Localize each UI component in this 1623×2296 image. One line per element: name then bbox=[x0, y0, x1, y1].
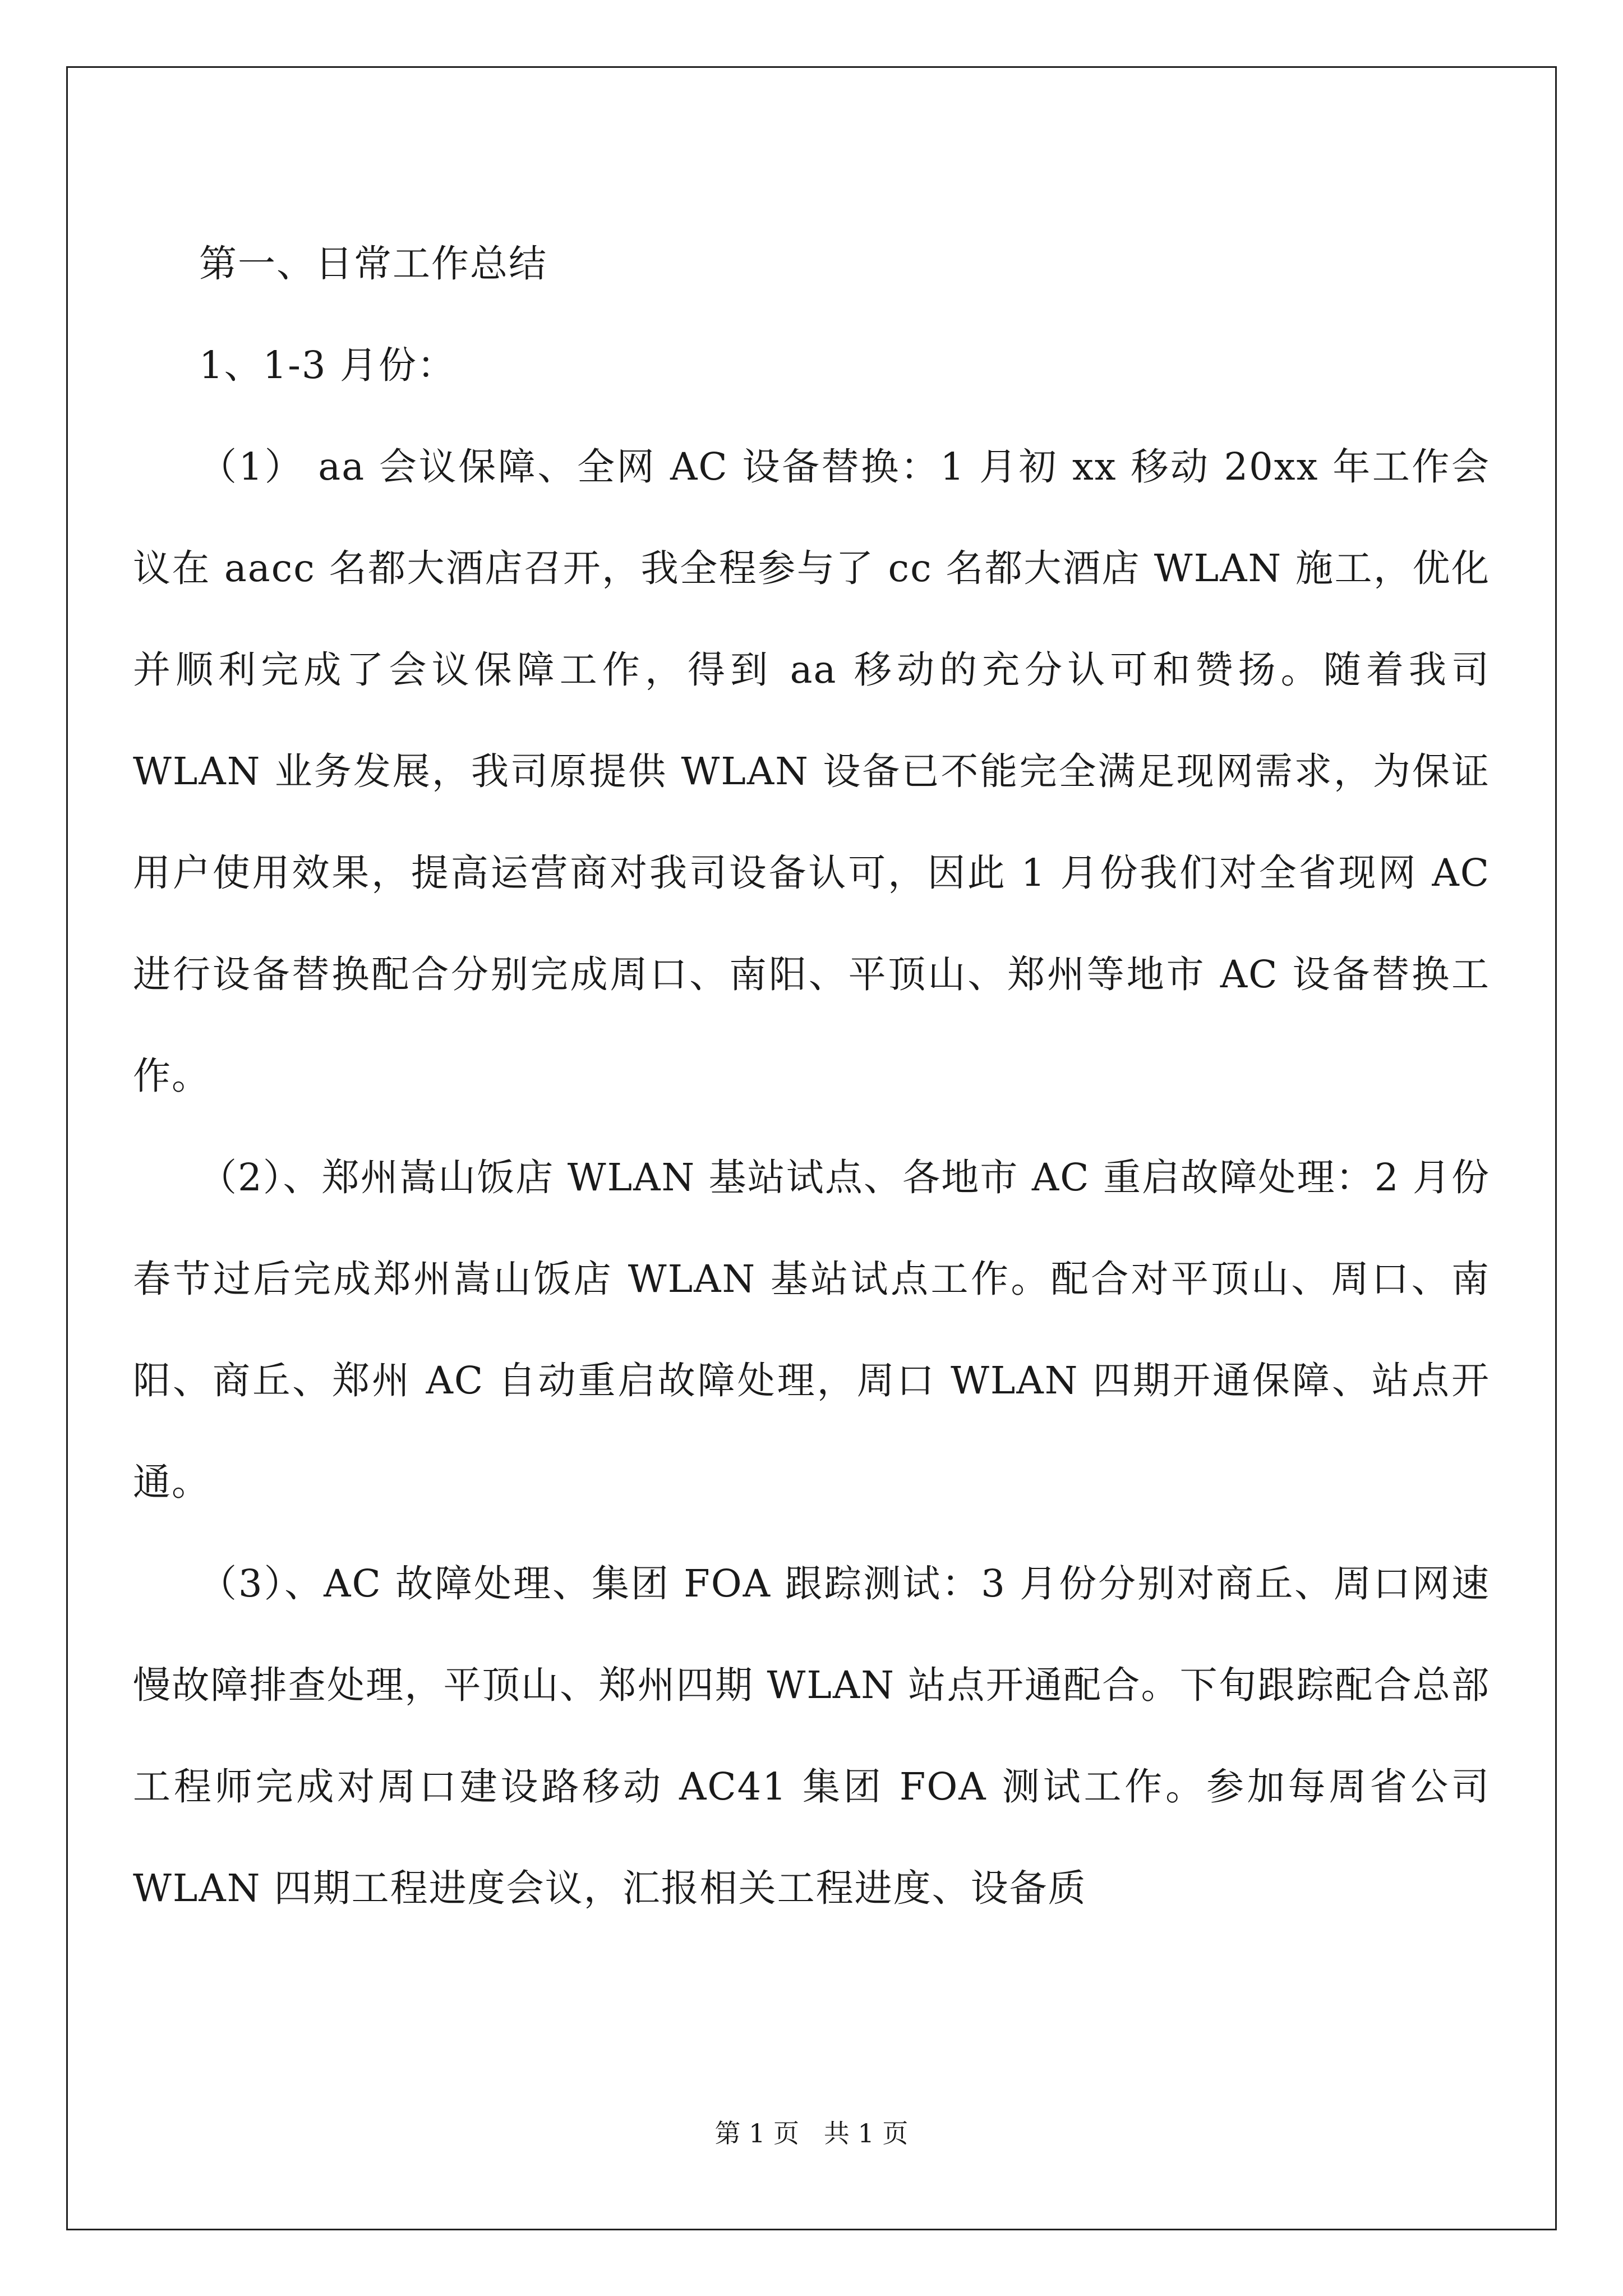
paragraph: （2）、郑州嵩山饭店 WLAN 基站试点、各地市 AC 重启故障处理：2 月份春节过后完成郑州嵩山饭店 WLAN 基站试点工作。配合对平顶山、周口、南阳、商丘、郑州 AC 自动重启故障处理，周口 WLAN 四期开通保障、站点开通。 bbox=[133, 1156, 1490, 1504]
document-body bbox=[133, 213, 1490, 1939]
paragraph: （3）、AC 故障处理、集团 FOA 跟踪测试：3 月份分别对商丘、周口网速慢故障排查处理，平顶山、郑州四期 WLAN 站点开通配合。下旬跟踪配合总部工程师完成对周口建设路移动 AC41 集团 FOA 测试工作。参加每周省公司 WLAN 四期工程进度会议，汇报相关工程进度、设备质 bbox=[133, 1562, 1490, 1910]
page-footer: 第 1 页 共 1 页 bbox=[714, 2118, 909, 2148]
section-heading: 第一、日常工作总结 bbox=[199, 242, 547, 286]
paragraph: （1） aa 会议保障、全网 AC 设备替换：1 月初 xx 移动 20xx 年工作会议在 aacc 名都大酒店召开，我全程参与了 cc 名都大酒店 WLAN 施工，优化并顺利完成了会议保障工作，得到 aa 移动的充分认可和赞扬。随着我司 WLAN 业务发展，我司原提供 WLAN 设备已不能完全满足现网需求，为保证用户使用效果，提高运营商对我司设备认可，因此 1 月份我们对全省现网 AC 进行设备替换配合分别完成周口、南阳、平顶山、郑州等地市 AC 设备替换工作。 bbox=[133, 445, 1490, 1098]
subheading: 1、1-3 月份： bbox=[199, 343, 456, 387]
